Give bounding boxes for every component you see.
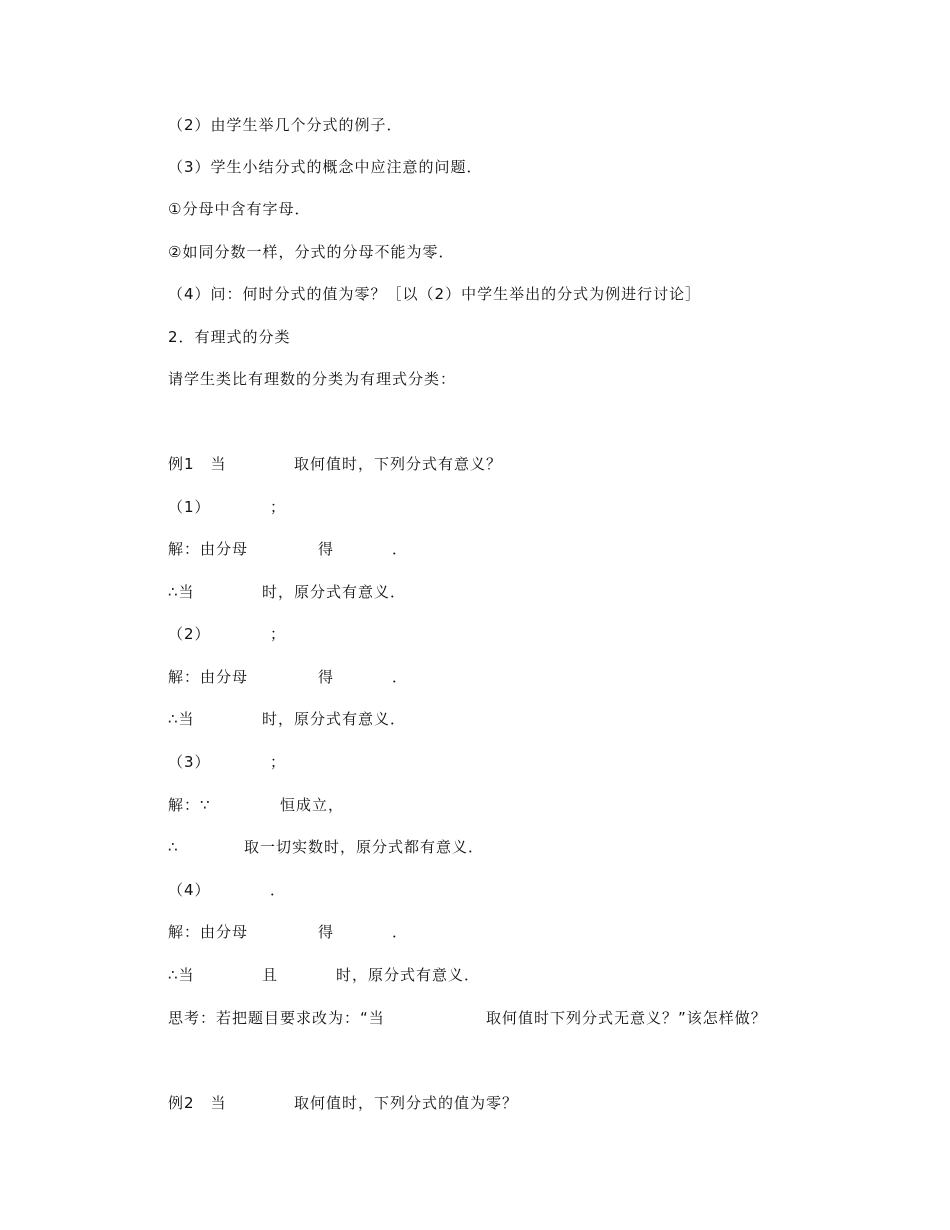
example-2-heading <box>168 1093 519 1173</box>
solution-4-end: ． <box>392 923 409 941</box>
solution-4-get: 得 <box>318 923 335 941</box>
conclusion-3-text: 取一切实数时，原分式都有意义． <box>244 838 485 856</box>
problem-1-number: （1） <box>168 498 211 516</box>
problem-3-end: ； <box>270 753 287 771</box>
conclusion-4-and: 且 <box>262 966 279 984</box>
problem-3-number: （3） <box>168 753 211 771</box>
text-line-point-1: ①分母中含有字母． <box>168 200 311 218</box>
text-line-student-examples: （2）由学生举几个分式的例子． <box>168 116 403 134</box>
solution-1-end: ． <box>392 540 409 558</box>
problem-2-end: ； <box>270 625 287 643</box>
conclusion-2-prefix: ∴当 <box>168 710 195 728</box>
solution-2-get: 得 <box>318 668 335 686</box>
problem-1-end: ； <box>270 498 287 516</box>
conclusion-4-prefix: ∴当 <box>168 966 195 984</box>
solution-1-prefix: 解：由分母 <box>168 540 249 558</box>
example-2-prefix: 例2 当 <box>168 1094 227 1112</box>
problem-4-number: （4） <box>168 881 211 899</box>
example-1-question: 取何值时，下列分式有意义？ <box>294 455 503 473</box>
conclusion-2-text: 时，原分式有意义． <box>262 710 407 728</box>
text-line-student-summary: （3）学生小结分式的概念中应注意的问题． <box>168 158 483 176</box>
think-line <box>168 1008 767 1088</box>
problem-4-end: ． <box>270 881 287 899</box>
conclusion-4-text: 时，原分式有意义． <box>336 966 481 984</box>
problem-2-number: （2） <box>168 625 211 643</box>
solution-4-prefix: 解：由分母 <box>168 923 249 941</box>
solution-2-end: ． <box>392 668 409 686</box>
think-prefix: 思考：若把题目要求改为：“当 <box>168 1009 385 1027</box>
conclusion-3-prefix: ∴ <box>168 838 179 856</box>
solution-2-prefix: 解：由分母 <box>168 668 249 686</box>
conclusion-1-prefix: ∴当 <box>168 583 195 601</box>
section-heading-classification: 2．有理式的分类 <box>168 328 291 346</box>
example-2-question: 取何值时，下列分式的值为零？ <box>294 1094 519 1112</box>
solution-3-text: 恒成立， <box>280 796 345 814</box>
example-1-prefix: 例1 当 <box>168 455 227 473</box>
text-line-point-2: ②如同分数一样，分式的分母不能为零． <box>168 243 455 261</box>
solution-3-prefix: 解：∵ <box>168 796 211 814</box>
think-question: 取何值时下列分式无意义？”该怎样做？ <box>486 1009 767 1027</box>
conclusion-1-text: 时，原分式有意义． <box>262 583 407 601</box>
solution-1-get: 得 <box>318 540 335 558</box>
text-line-classification-prompt: 请学生类比有理数的分类为有理式分类： <box>168 370 457 388</box>
text-line-question: （4）问：何时分式的值为零？［以（2）中学生举出的分式为例进行讨论］ <box>168 285 702 303</box>
